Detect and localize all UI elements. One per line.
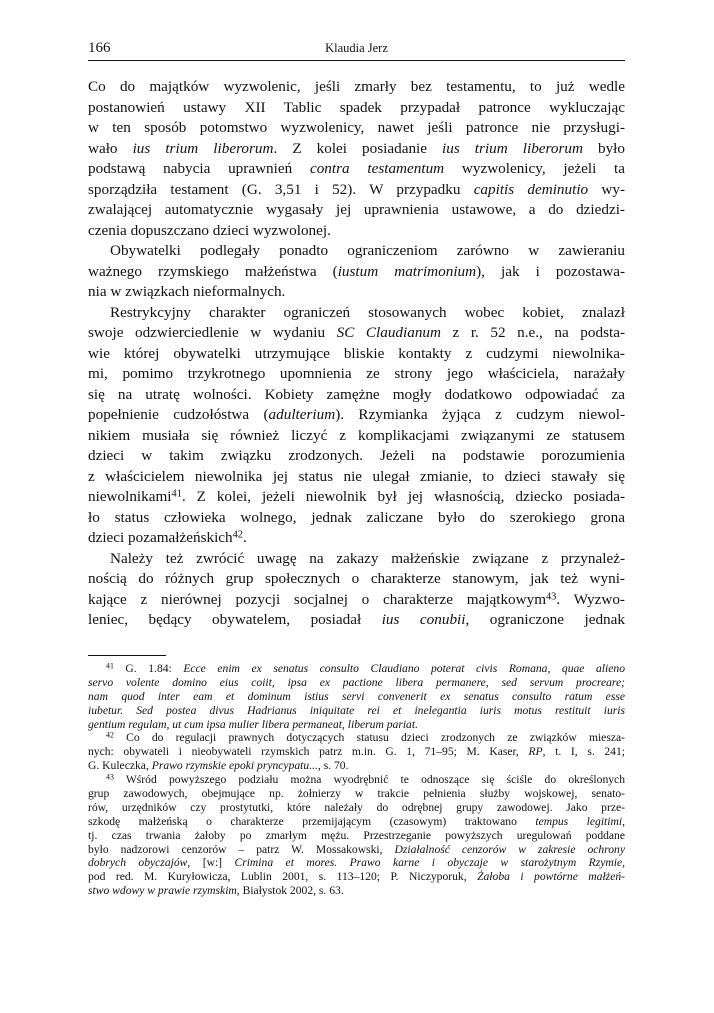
footnote-marker: 42: [232, 529, 243, 541]
text-run: pod red. M. Kuryłowicza, Lublin 2001, s. 113–120; P. Niczyporuk,: [88, 870, 478, 884]
text-run: wy-: [588, 180, 625, 198]
body-line: [88, 528, 625, 549]
body-line: [88, 323, 625, 344]
italic-run: servo volente domino eius coiit, ipsa ex pactione libera permanere, sed servum procreare;: [88, 675, 625, 689]
footnote-line: [88, 843, 625, 857]
text-run: . Z kolei, jeżeli niewolnik był jej własnością, dziecko posiada-: [181, 488, 625, 505]
text-run: Należy też zwrócić uwagę na zakazy małżeńskie związane z przynależ-: [110, 549, 625, 567]
text-run: swoje odzwierciedlenie w wydaniu: [88, 324, 337, 341]
italic-run: capitis deminutio: [473, 180, 589, 198]
text-run: grup zawodowych, obejmujące np. żołnierzy w trakcie pełnienia służby wojskowej, senato-: [88, 787, 625, 801]
text-run: Obywatelki podlegały ponadto ograniczeniom zarówno w zawieraniu: [110, 242, 625, 259]
page-header: [88, 38, 625, 61]
body-line: [88, 159, 625, 180]
text-run: było: [582, 139, 625, 157]
body-line: [88, 487, 625, 508]
footnote-line: [88, 676, 625, 690]
text-run: mi, pomimo trzykrotnego upomnienia ze strony jego właściciela, narażały: [88, 365, 625, 382]
body-line: [88, 508, 625, 529]
italic-run: Prawo rzymskie epoki pryncypatu...: [151, 759, 318, 773]
running-head: Klaudia Jerz: [325, 41, 388, 55]
text-run: było nadzorowi cenzorów – patrz W. Mossakowski,: [88, 842, 395, 856]
text-run: leniec, będący obywatelem, posiadał: [88, 611, 382, 628]
text-run: dzieci pozamałżeńskich: [88, 529, 233, 546]
body-line: [88, 344, 625, 365]
text-run: nia w związkach nieformalnych.: [88, 283, 286, 300]
italic-run: gentium regulam, ut cum ipsa mulier libera permaneat, liberum pariat.: [88, 717, 418, 731]
text-run: podstawą nabycia uprawnień: [88, 160, 310, 177]
italic-run: tempus legitimi: [535, 814, 623, 828]
body-line: [88, 262, 625, 283]
body-line: [88, 610, 625, 631]
body-line: [88, 446, 625, 467]
text-run: Wśród powyższego podziału można wyodrębnić te odnoszące się ściśle do określonych: [113, 773, 625, 787]
body-line: [88, 241, 625, 262]
text-run: w ten sposób potomstwo wyzwolenicy, nawet jeśli patronce nie przysługi-: [88, 119, 625, 136]
footnote-line: [88, 856, 625, 870]
text-run: Restrykcyjny charakter ograniczeń stosowanych wobec kobiet, znalazł: [110, 303, 625, 321]
footnote-line: [88, 704, 625, 718]
body-line: [88, 364, 625, 385]
text-run: G. Kuleczka,: [88, 759, 152, 773]
footnote-marker: 43: [106, 772, 114, 782]
body-line: [88, 77, 625, 98]
footnote-line: [88, 731, 625, 745]
footnote-line: [88, 801, 625, 815]
footnote-line: [88, 759, 625, 773]
footnote-line: [88, 718, 625, 732]
text-run: , Białystok 2002, s. 63.: [236, 884, 344, 898]
italic-run: SC Claudianum: [336, 324, 441, 341]
italic-run: Żałoba i powtórne małżeń-: [477, 870, 625, 884]
footnote-marker: 43: [546, 590, 557, 602]
text-run: dzieci w takim związku zrodzonych. Jeżeli na podstawie porozumienia: [88, 447, 625, 464]
footnote-line: [88, 829, 625, 843]
body-line: [88, 467, 625, 488]
italic-run: adulterium: [268, 406, 336, 423]
text-run: . Wyzwo-: [556, 590, 625, 608]
text-run: nikiem musiała się również liczyć z komplikacjami związanymi ze statusem: [88, 426, 625, 444]
text-run: wie której obywatelki utrzymujące bliskie kontakty z cudzymi niewolnika-: [88, 344, 625, 362]
italic-run: Działalność cenzorów w zakresie ochrony: [394, 842, 626, 856]
text-run: ,: [622, 814, 625, 828]
italic-run: iubetur. Sed postea divus Hadrianus iniquitate rei et inelegantia iuris motus restituit iuris: [88, 703, 625, 717]
footnote-line: [88, 787, 625, 801]
text-run: Co do regulacji prawnych dotyczących statusu dzieci zrodzonych ze związków miesza-: [113, 731, 625, 745]
footnote-line: [88, 690, 625, 704]
text-run: postanowień ustawy XII Tablic spadek przypadał patronce wykluczając: [88, 98, 625, 116]
footnote-line: [88, 662, 625, 676]
footnote-line: [88, 815, 625, 829]
italic-run: contra testamentum: [309, 160, 445, 177]
text-run: ło status człowieka wolnego, jednak zaliczane było do szerokiego grona: [88, 508, 625, 526]
text-run: , t. I, s. 241;: [542, 745, 625, 759]
text-run: .: [242, 529, 247, 546]
text-run: wało: [88, 139, 133, 157]
italic-run: ius trium liberorum: [442, 139, 583, 157]
body-line: [88, 590, 625, 611]
text-run: ). Rzymianka żyjąca z cudzym niewol-: [335, 406, 625, 423]
body-line: [88, 549, 625, 570]
text-run: ), jak i pozostawa-: [476, 262, 626, 280]
body-line: [88, 139, 625, 160]
text-run: zwalającej automatycznie wygasały jej uprawnienia ustawowe, a do dziedzi-: [88, 201, 625, 218]
text-run: tj. czas trwania żałoby po zmarłym mężu. Przestrzeganie powyższych uregulowań poddane: [88, 828, 625, 842]
text-run: z właścicielem niewolnika jej status nie ulegał zmianie, to dzieci stawały się: [88, 467, 625, 485]
body-line: [88, 221, 625, 242]
text-run: G. 1.84:: [113, 662, 184, 675]
italic-run: dobrych obyczajów: [88, 856, 188, 870]
footnote-marker: 41: [106, 661, 114, 671]
italic-run: Crimina et mores. Prawo karne i obyczaje w starożytnym Rzymie,: [234, 856, 625, 870]
text-run: niewolnikami: [88, 488, 172, 505]
footnote-line: [88, 773, 625, 787]
italic-run: Ecce enim ex senatus consulto Claudiano poterat civis Romana, quae alieno: [183, 662, 625, 675]
text-run: kające z nierównej pozycji socjalnej o charakterze majątkowym: [88, 590, 547, 608]
body-text: [88, 77, 625, 631]
text-run: , s. 70.: [317, 759, 349, 773]
body-line: [88, 282, 625, 303]
text-run: z r. 52 n.e., na podsta-: [441, 324, 625, 341]
italic-run: RP: [528, 745, 543, 759]
text-run: , ograniczone jednak: [465, 611, 625, 628]
text-run: nych: obywateli i nieobywateli rzymskich patrz m.in. G. 1, 71–95; M. Kaser,: [88, 745, 529, 759]
body-line: [88, 426, 625, 447]
text-run: się na utratę wolności. Kobiety zamężne mogły dodatkowo odpowiadać za: [88, 385, 625, 403]
text-run: ważnego rzymskiego małżeństwa (: [88, 262, 338, 280]
text-run: , [w:]: [187, 856, 235, 870]
text-run: sporządziła testament (G. 3,51 i 52). W przypadku: [88, 180, 474, 198]
footnotes: [88, 662, 625, 898]
footnote-line: [88, 745, 625, 759]
body-line: [88, 303, 625, 324]
footnote-line: [88, 870, 625, 884]
text-run: rów, urzędników czy prostytutki, które należały do odrębnej grupy zawodowej. Jako prze-: [88, 800, 625, 814]
italic-run: iustum matrimonium: [337, 262, 477, 280]
text-run: wyzwolenicy, jeżeli ta: [444, 160, 626, 177]
body-line: [88, 180, 625, 201]
footnote-separator: [88, 655, 166, 656]
text-run: . Z kolei posiadanie: [273, 139, 443, 157]
body-line: [88, 200, 625, 221]
body-line: [88, 405, 625, 426]
text-run: szkodę małżeńską o charakterze przemijającym (czasowym) traktowano: [88, 814, 536, 828]
text-run: Co do majątków wyzwolenic, jeśli zmarły bez testamentu, to już wedle: [88, 78, 625, 95]
text-run: popełnienie cudzołóstwa (: [88, 406, 269, 423]
italic-run: stwo wdowy w prawie rzymskim: [88, 884, 237, 898]
body-line: [88, 98, 625, 119]
page-number: 166: [88, 40, 111, 56]
body-line: [88, 118, 625, 139]
italic-run: nam quod inter eam et dominum istius servi convenerit ex senatus consulto ratum esse: [88, 689, 625, 703]
footnote-line: [88, 884, 625, 898]
body-line: [88, 569, 625, 590]
text-run: nością do różnych grup społecznych o charakterze stanowym, jak też wyni-: [88, 570, 625, 587]
footnote-marker: 42: [106, 730, 114, 740]
text-run: czenia dopuszczano dzieci wyzwolonej.: [88, 221, 331, 239]
footnote-marker: 41: [171, 488, 182, 500]
italic-run: ius trium liberorum: [132, 139, 274, 157]
body-line: [88, 385, 625, 406]
italic-run: ius conubii: [381, 611, 466, 628]
